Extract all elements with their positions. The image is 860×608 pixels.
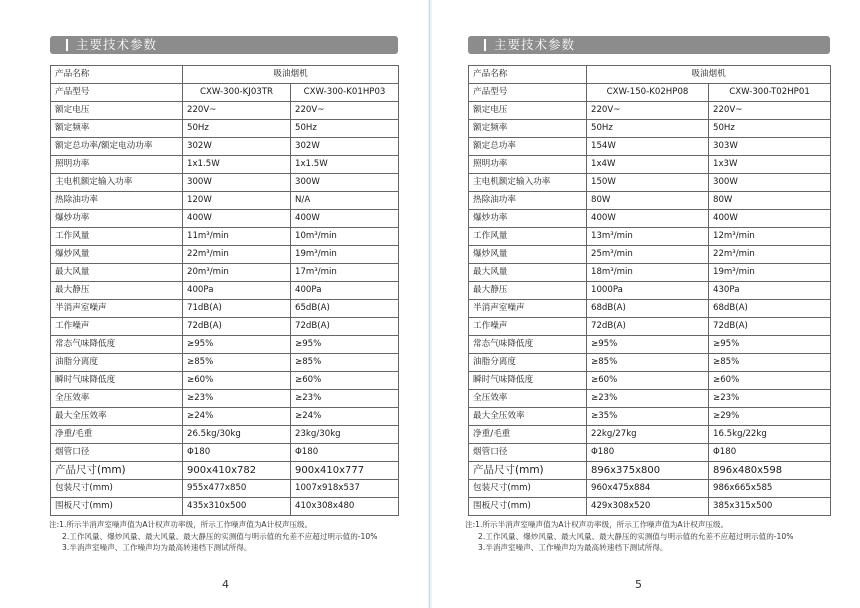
- row-value: 300W: [183, 174, 291, 192]
- row-value: 400W: [587, 210, 709, 228]
- row-label: 热除油功率: [51, 192, 183, 210]
- table-row: [469, 354, 831, 372]
- row-label: 产品型号: [51, 84, 183, 102]
- row-value: 896x375x800: [587, 462, 709, 480]
- row-value: 986x665x585: [709, 480, 831, 498]
- table-row: [469, 300, 831, 318]
- page-fold-line: [429, 0, 430, 608]
- row-label: 最大全压效率: [469, 408, 587, 426]
- row-label: 烟管口径: [51, 444, 183, 462]
- row-value: 400W: [291, 210, 399, 228]
- dimension-row: [469, 480, 831, 498]
- notes: [465, 519, 793, 554]
- row-value: 50Hz: [587, 120, 709, 138]
- row-value: 72dB(A): [587, 318, 709, 336]
- row-value: 1x4W: [587, 156, 709, 174]
- row-value: 960x475x884: [587, 480, 709, 498]
- dimension-row: [469, 462, 831, 480]
- table-row: [469, 156, 831, 174]
- row-value: 400Pa: [291, 282, 399, 300]
- header-bar-icon: [66, 39, 68, 51]
- row-value: ≥23%: [183, 390, 291, 408]
- row-value: ≥95%: [291, 336, 399, 354]
- product-name-row: [469, 66, 831, 84]
- model-cell: CXW-300-KJ03TR: [183, 84, 291, 102]
- row-label: 产品名称: [51, 66, 183, 84]
- row-value: 300W: [291, 174, 399, 192]
- row-label: 围板尺寸(mm): [51, 498, 183, 516]
- row-label: 瞬时气味降低度: [51, 372, 183, 390]
- row-label: 净重/毛重: [51, 426, 183, 444]
- row-value: 50Hz: [291, 120, 399, 138]
- row-label: 主电机额定输入功率: [469, 174, 587, 192]
- header-bar-icon: [484, 39, 486, 51]
- row-label: 半消声室噪声: [469, 300, 587, 318]
- model-cell: CXW-300-T02HP01: [709, 84, 831, 102]
- table-row: [51, 300, 399, 318]
- page-number: 5: [635, 578, 642, 591]
- row-value: 50Hz: [183, 120, 291, 138]
- row-value: 17m³/min: [291, 264, 399, 282]
- table-row: [469, 210, 831, 228]
- table-row: [469, 120, 831, 138]
- row-value: ≥23%: [587, 390, 709, 408]
- row-label: 油脂分离度: [469, 354, 587, 372]
- row-label: 额定频率: [51, 120, 183, 138]
- row-value: 400W: [709, 210, 831, 228]
- row-label: 主电机额定输入功率: [51, 174, 183, 192]
- row-value: 50Hz: [709, 120, 831, 138]
- table-row: [51, 318, 399, 336]
- row-value: 25m³/min: [587, 246, 709, 264]
- row-value: ≥85%: [709, 354, 831, 372]
- model-row: [469, 84, 831, 102]
- note-line: 注:1.所示半消声室噪声值为A计权声功率级，所示工作噪声值为A计权声压级。: [465, 520, 729, 529]
- row-value: 12m³/min: [709, 228, 831, 246]
- row-label: 包装尺寸(mm): [469, 480, 587, 498]
- note-line: 3.半消声室噪声、工作噪声均为最高转速档下测试所得。: [478, 543, 668, 553]
- table-row: [51, 372, 399, 390]
- row-value: N/A: [291, 192, 399, 210]
- spec-table: [50, 65, 399, 516]
- row-value: 955x477x850: [183, 480, 291, 498]
- row-value: 300W: [709, 174, 831, 192]
- row-value: ≥23%: [709, 390, 831, 408]
- row-label: 烟管口径: [469, 444, 587, 462]
- row-value: 10m³/min: [291, 228, 399, 246]
- table-row: [51, 336, 399, 354]
- row-value: 72dB(A): [183, 318, 291, 336]
- row-label: 热除油功率: [469, 192, 587, 210]
- row-label: 照明功率: [51, 156, 183, 174]
- row-value: 26.5kg/30kg: [183, 426, 291, 444]
- row-label: 最大风量: [469, 264, 587, 282]
- table-row: [469, 228, 831, 246]
- row-value: 65dB(A): [291, 300, 399, 318]
- row-label: 最大静压: [469, 282, 587, 300]
- row-value: 900x410x777: [291, 462, 399, 480]
- row-value: ≥85%: [183, 354, 291, 372]
- row-value: 400W: [183, 210, 291, 228]
- row-value: Φ180: [183, 444, 291, 462]
- page-left: [0, 0, 428, 608]
- product-name-value: 吸油烟机: [587, 66, 831, 84]
- table-row: [469, 264, 831, 282]
- row-label: 额定总功率/额定电动功率: [51, 138, 183, 156]
- dimension-row: [469, 498, 831, 516]
- dimension-row: [51, 462, 399, 480]
- notes: [49, 519, 377, 554]
- row-value: 303W: [709, 138, 831, 156]
- row-label: 瞬时气味降低度: [469, 372, 587, 390]
- row-value: ≥29%: [709, 408, 831, 426]
- table-row: [51, 246, 399, 264]
- row-value: 385x315x500: [709, 498, 831, 516]
- row-value: ≥24%: [291, 408, 399, 426]
- table-row: [51, 210, 399, 228]
- row-label: 净重/毛重: [469, 426, 587, 444]
- note-line: 注:1.所示半消声室噪声值为A计权声功率级，所示工作噪声值为A计权声压级。: [49, 520, 313, 529]
- row-value: ≥35%: [587, 408, 709, 426]
- row-label: 产品尺寸(mm): [469, 462, 587, 480]
- row-label: 工作风量: [51, 228, 183, 246]
- row-label: 额定电压: [51, 102, 183, 120]
- table-row: [51, 120, 399, 138]
- row-value: ≥60%: [587, 372, 709, 390]
- row-value: 400Pa: [183, 282, 291, 300]
- row-label: 包装尺寸(mm): [51, 480, 183, 498]
- table-row: [51, 426, 399, 444]
- row-label: 额定电压: [469, 102, 587, 120]
- row-value: 19m³/min: [291, 246, 399, 264]
- row-label: 最大风量: [51, 264, 183, 282]
- dimension-row: [51, 480, 399, 498]
- row-label: 常态气味降低度: [51, 336, 183, 354]
- row-value: 1007x918x537: [291, 480, 399, 498]
- row-value: 154W: [587, 138, 709, 156]
- note-line: 2.工作风量、爆炒风量、最大风量、最大静压的实测值与明示值的允差不应超过明示值的-10%: [62, 531, 378, 541]
- table-row: [51, 354, 399, 372]
- row-value: 120W: [183, 192, 291, 210]
- dimension-row: [51, 498, 399, 516]
- table-row: [51, 390, 399, 408]
- product-name-row: [51, 66, 399, 84]
- row-value: 72dB(A): [291, 318, 399, 336]
- row-value: 11m³/min: [183, 228, 291, 246]
- product-name-value: 吸油烟机: [183, 66, 399, 84]
- row-label: 油脂分离度: [51, 354, 183, 372]
- row-value: Φ180: [709, 444, 831, 462]
- table-row: [51, 264, 399, 282]
- row-value: 1000Pa: [587, 282, 709, 300]
- table-row: [469, 282, 831, 300]
- row-value: 22m³/min: [709, 246, 831, 264]
- row-value: 72dB(A): [709, 318, 831, 336]
- row-label: 额定总功率: [469, 138, 587, 156]
- row-value: 16.5kg/22kg: [709, 426, 831, 444]
- row-value: 220V~: [709, 102, 831, 120]
- row-value: 71dB(A): [183, 300, 291, 318]
- row-value: 19m³/min: [709, 264, 831, 282]
- table-row: [51, 174, 399, 192]
- model-row: [51, 84, 399, 102]
- row-label: 产品名称: [469, 66, 587, 84]
- table-row: [469, 246, 831, 264]
- section-header: [50, 36, 398, 54]
- row-value: 68dB(A): [587, 300, 709, 318]
- row-value: 302W: [183, 138, 291, 156]
- table-row: [469, 318, 831, 336]
- row-value: 23kg/30kg: [291, 426, 399, 444]
- page-number: 4: [222, 578, 229, 591]
- row-label: 额定频率: [469, 120, 587, 138]
- model-cell: CXW-300-K01HP03: [291, 84, 399, 102]
- row-value: Φ180: [291, 444, 399, 462]
- row-value: Φ180: [587, 444, 709, 462]
- table-row: [51, 444, 399, 462]
- note-line: 2.工作风量、爆炒风量、最大风量、最大静压的实测值与明示值的允差不应超过明示值的-10%: [478, 531, 794, 541]
- table-row: [51, 192, 399, 210]
- row-value: 80W: [587, 192, 709, 210]
- row-value: 220V~: [291, 102, 399, 120]
- table-row: [469, 426, 831, 444]
- table-row: [51, 408, 399, 426]
- row-value: ≥95%: [183, 336, 291, 354]
- row-label: 产品尺寸(mm): [51, 462, 183, 480]
- table-row: [469, 336, 831, 354]
- row-value: ≥60%: [183, 372, 291, 390]
- row-value: 1x1.5W: [183, 156, 291, 174]
- table-row: [51, 228, 399, 246]
- row-label: 爆炒功率: [469, 210, 587, 228]
- row-value: 220V~: [183, 102, 291, 120]
- row-value: ≥23%: [291, 390, 399, 408]
- page-right: [432, 0, 860, 608]
- row-value: ≥24%: [183, 408, 291, 426]
- row-value: 302W: [291, 138, 399, 156]
- row-value: 410x308x480: [291, 498, 399, 516]
- row-value: 900x410x782: [183, 462, 291, 480]
- section-title: 主要技术参数: [494, 37, 576, 52]
- table-row: [469, 102, 831, 120]
- row-label: 最大静压: [51, 282, 183, 300]
- row-value: 220V~: [587, 102, 709, 120]
- table-row: [469, 372, 831, 390]
- table-row: [51, 156, 399, 174]
- row-value: ≥95%: [709, 336, 831, 354]
- table-row: [51, 102, 399, 120]
- model-cell: CXW-150-K02HP08: [587, 84, 709, 102]
- section-header: [468, 36, 830, 54]
- row-value: 20m³/min: [183, 264, 291, 282]
- row-value: 80W: [709, 192, 831, 210]
- table-row: [469, 408, 831, 426]
- table-row: [51, 138, 399, 156]
- row-value: 1x1.5W: [291, 156, 399, 174]
- row-label: 全压效率: [469, 390, 587, 408]
- row-label: 全压效率: [51, 390, 183, 408]
- row-value: ≥95%: [587, 336, 709, 354]
- row-value: ≥60%: [709, 372, 831, 390]
- table-row: [51, 282, 399, 300]
- row-label: 常态气味降低度: [469, 336, 587, 354]
- table-row: [469, 174, 831, 192]
- row-value: 430Pa: [709, 282, 831, 300]
- spec-table: [468, 65, 831, 516]
- row-label: 工作噪声: [469, 318, 587, 336]
- row-value: ≥60%: [291, 372, 399, 390]
- table-row: [469, 390, 831, 408]
- row-value: 1x3W: [709, 156, 831, 174]
- row-label: 工作风量: [469, 228, 587, 246]
- row-label: 围板尺寸(mm): [469, 498, 587, 516]
- row-value: 429x308x520: [587, 498, 709, 516]
- row-label: 工作噪声: [51, 318, 183, 336]
- row-value: 68dB(A): [709, 300, 831, 318]
- table-row: [469, 192, 831, 210]
- row-value: 896x480x598: [709, 462, 831, 480]
- row-label: 爆炒功率: [51, 210, 183, 228]
- row-value: 13m³/min: [587, 228, 709, 246]
- note-line: 3.半消声室噪声、工作噪声均为最高转速档下测试所得。: [62, 543, 252, 553]
- row-label: 产品型号: [469, 84, 587, 102]
- row-value: ≥85%: [291, 354, 399, 372]
- row-value: 150W: [587, 174, 709, 192]
- section-title: 主要技术参数: [76, 37, 158, 52]
- row-label: 半消声室噪声: [51, 300, 183, 318]
- row-value: 22m³/min: [183, 246, 291, 264]
- row-value: 435x310x500: [183, 498, 291, 516]
- row-value: 22kg/27kg: [587, 426, 709, 444]
- row-value: 18m³/min: [587, 264, 709, 282]
- row-label: 爆炒风量: [51, 246, 183, 264]
- row-label: 爆炒风量: [469, 246, 587, 264]
- table-row: [469, 444, 831, 462]
- row-label: 照明功率: [469, 156, 587, 174]
- row-label: 最大全压效率: [51, 408, 183, 426]
- row-value: ≥85%: [587, 354, 709, 372]
- table-row: [469, 138, 831, 156]
